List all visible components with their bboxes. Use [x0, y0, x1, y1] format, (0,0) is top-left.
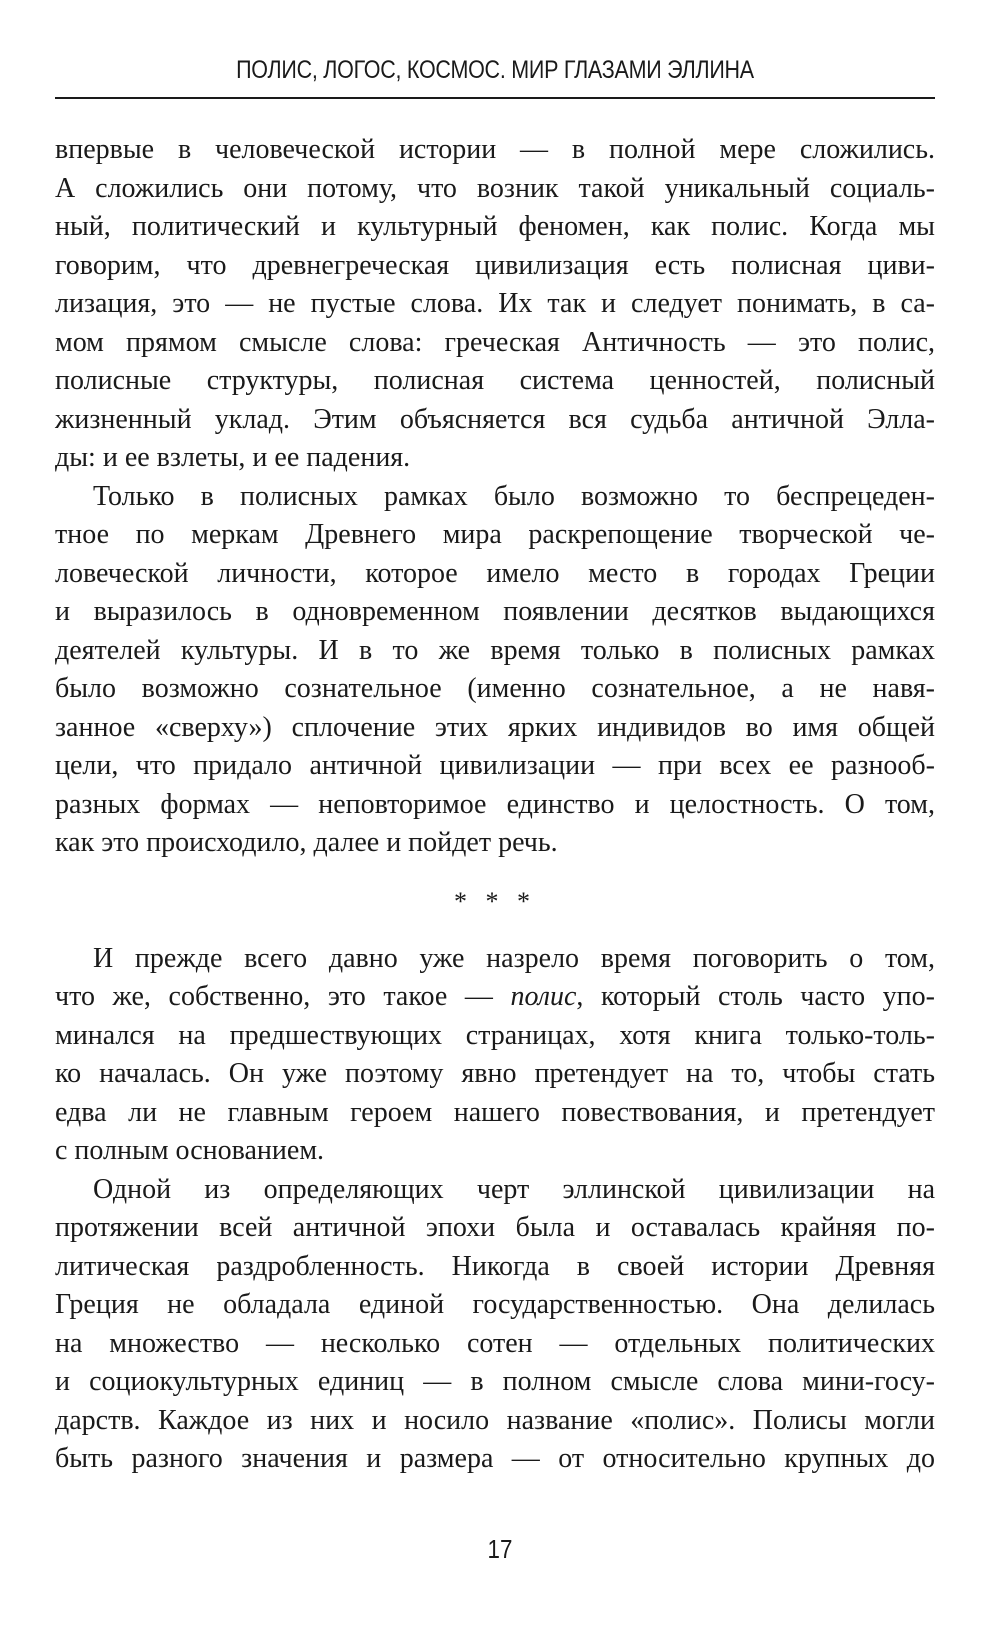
- paragraph-1: [55, 131, 935, 478]
- text-line: ко началась. Он уже поэтому явно претендует на то, чтобы стать: [55, 1058, 935, 1089]
- paragraph-4: [55, 1171, 935, 1479]
- text-line: цели, что придало античной цивилизации — при всех ее разнооб-: [55, 750, 935, 781]
- text-line: ды: и ее взлеты, и ее падения.: [55, 442, 411, 473]
- text-line: с полным основанием.: [55, 1135, 325, 1166]
- text-line: на множество — несколько сотен — отдельных политических: [55, 1327, 935, 1359]
- text-line: лизация, это — не пустые слова. Их так и следует понимать, в са-: [55, 288, 935, 319]
- body-text: [55, 131, 935, 1479]
- text-line: мом прямом смысле слова: греческая Античность — это полис,: [55, 326, 935, 358]
- running-header: ПОЛИС, ЛОГОС, КОСМОС. МИР ГЛАЗАМИ ЭЛЛИНА: [236, 56, 754, 84]
- text-line: деятелей культуры. И в то же время только в полисных рамках: [55, 634, 935, 666]
- text-line: полисные структуры, полисная система ценностей, полисный: [55, 365, 935, 396]
- text-line: и социокультурных единиц — в полном смысле слова мини-госу-: [55, 1366, 935, 1397]
- text-line: было возможно сознательное (именно сознательное, а не навя-: [55, 673, 935, 704]
- text-line: минался на предшествующих страницах, хотя книга только-толь-: [55, 1019, 935, 1051]
- italic-term-polis: полис: [510, 981, 577, 1012]
- page-number: 17: [487, 1534, 513, 1564]
- paragraph-3: [55, 940, 935, 1171]
- text-line: А сложились они потому, что возник такой уникальный социаль-: [55, 172, 935, 204]
- text-line: быть разного значения и размера — от относительно крупных до: [55, 1443, 935, 1474]
- text-line: Только в полисных рамках было возможно то беспрецеден-: [93, 480, 935, 512]
- section-separator: * * *: [454, 886, 536, 916]
- text-fragment: что же, собственно, это такое —: [55, 981, 511, 1012]
- text-line: протяжении всей античной эпохи была и оставалась крайняя по-: [55, 1212, 935, 1243]
- text-line: жизненный уклад. Этим объясняется вся судьба античной Элла-: [55, 403, 935, 435]
- text-line: ловеческой личности, которое имело место в городах Греции: [55, 557, 935, 589]
- text-line: Одной из определяющих черт эллинской цивилизации на: [93, 1173, 935, 1205]
- text-line: литическая раздробленность. Никогда в своей истории Древняя: [55, 1250, 935, 1282]
- text-line: Греция не обладала единой государственностью. Она делилась: [55, 1289, 935, 1320]
- text-line: едва ли не главным героем нашего повествования, и претендует: [55, 1096, 935, 1128]
- header-rule: [55, 97, 935, 99]
- text-line: впервые в человеческой истории — в полной мере сложились.: [55, 134, 935, 165]
- text-line: разных формах — неповторимое единство и целостность. О том,: [55, 788, 935, 820]
- text-line: ный, политический и культурный феномен, как полис. Когда мы: [55, 211, 935, 242]
- text-line: тное по меркам Древнего мира раскрепощение творческой че-: [55, 519, 935, 550]
- text-line: говорим, что древнегреческая цивилизация есть полисная циви-: [55, 249, 935, 281]
- text-line: И прежде всего давно уже назрело время поговорить о том,: [93, 942, 935, 974]
- text-line: и выразилось в одновременном появлении десятков выдающихся: [55, 596, 935, 627]
- text-line-with-italic: [55, 978, 935, 1017]
- text-line: как это происходило, далее и пойдет речь.: [55, 827, 558, 858]
- text-fragment: , который столь часто упо-: [576, 981, 935, 1012]
- text-line: занное «сверху») сплочение этих ярких индивидов во имя общей: [55, 711, 935, 743]
- paragraph-2: [55, 478, 935, 863]
- text-line: дарств. Каждое из них и носило название «полис». Полисы могли: [55, 1404, 935, 1436]
